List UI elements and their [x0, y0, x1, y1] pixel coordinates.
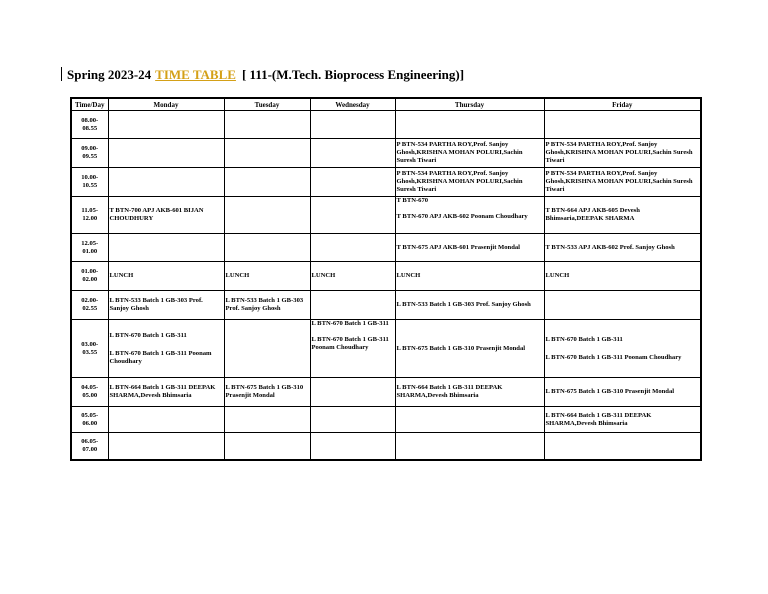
col-monday: Monday	[108, 98, 224, 111]
slot-entry: T BTN-670 APJ AKB-602 Poonam Choudhary	[396, 213, 528, 220]
slot-cell	[544, 433, 701, 460]
term-label: Spring 2023-24	[67, 67, 152, 82]
slot-cell	[310, 320, 395, 378]
table-row	[71, 378, 701, 407]
slot-cell: L BTN-533 Batch 1 GB-303 Prof. Sanjoy Ghosh	[395, 291, 544, 320]
time-label: 11.05- 12.00	[81, 207, 99, 222]
slot-cell	[310, 197, 395, 234]
slot-cell: T BTN-533 APJ AKB-602 Prof. Sanjoy Ghosh	[544, 234, 701, 262]
slot-cell	[224, 168, 310, 197]
time-label: 06.05- 07.00	[81, 437, 99, 453]
slot-cell	[108, 168, 224, 197]
slot-cell	[108, 433, 224, 460]
table-row	[71, 433, 701, 460]
slot-cell	[310, 291, 395, 320]
slot-cell	[224, 433, 310, 460]
time-cell	[71, 262, 108, 291]
slot-cell	[310, 433, 395, 460]
table-row	[71, 139, 701, 168]
slot-cell: T BTN-700 APJ AKB-601 BIJAN CHOUDHURY	[108, 197, 224, 234]
slot-cell: T BTN-675 APJ AKB-601 Prasenjit Mondal	[395, 234, 544, 262]
slot-cell	[310, 139, 395, 168]
slot-cell	[310, 234, 395, 262]
slot-cell: P BTN-534 PARTHA ROY,Prof. Sanjoy Ghosh,KRISHNA MOHAN POLURI,Sachin Suresh Tiwari	[395, 168, 544, 197]
timetable-label: TIME TABLE	[155, 67, 236, 82]
slot-cell	[224, 234, 310, 262]
slot-cell: T BTN-664 APJ AKB-605 Devesh Bhimsaria,DEEPAK SHARMA	[544, 197, 701, 234]
slot-entry: T BTN-670	[396, 197, 429, 204]
timetable-grid	[70, 97, 702, 461]
slot-cell: L BTN-664 Batch 1 GB-311 DEEPAK SHARMA,Devesh Bhimsaria	[544, 407, 701, 433]
header-row	[71, 98, 701, 111]
time-label: 03.00- 03.55	[81, 340, 99, 356]
slot-cell	[395, 197, 544, 234]
time-label: 05.05- 06.00	[81, 411, 99, 427]
col-friday: Friday	[544, 98, 701, 111]
slot-cell	[108, 111, 224, 139]
slot-cell: L BTN-675 Batch 1 GB-310 Prasenjit Mondal	[395, 320, 544, 378]
slot-cell: L BTN-664 Batch 1 GB-311 DEEPAK SHARMA,Devesh Bhimsaria	[108, 378, 224, 407]
slot-cell	[395, 433, 544, 460]
time-cell	[71, 139, 108, 168]
time-cell	[71, 407, 108, 433]
table-row	[71, 168, 701, 197]
time-label: 01.00- 02.00	[81, 268, 99, 283]
slot-cell	[310, 111, 395, 139]
time-cell	[71, 433, 108, 460]
slot-cell: L BTN-533 Batch 1 GB-303 Prof. Sanjoy Ghosh	[108, 291, 224, 320]
slot-cell	[544, 320, 701, 378]
slot-cell: L BTN-675 Batch 1 GB-310 Prasenjit Mondal	[224, 378, 310, 407]
slot-entry: L BTN-670 Batch 1 GB-311 Poonam Choudhary	[311, 336, 389, 351]
slot-entry: L BTN-670 Batch 1 GB-311 Poonam Choudhary	[545, 353, 682, 361]
slot-cell	[224, 139, 310, 168]
slot-cell: P BTN-534 PARTHA ROY,Prof. Sanjoy Ghosh,KRISHNA MOHAN POLURI,Sachin Suresh Tiwari	[544, 139, 701, 168]
time-cell	[71, 234, 108, 262]
time-cell	[71, 291, 108, 320]
slot-cell	[224, 407, 310, 433]
slot-cell	[224, 197, 310, 234]
slot-cell: P BTN-534 PARTHA ROY,Prof. Sanjoy Ghosh,KRISHNA MOHAN POLURI,Sachin Suresh Tiwari	[395, 139, 544, 168]
slot-cell	[310, 168, 395, 197]
time-label: 09.00- 09.55	[81, 145, 99, 160]
spacer	[546, 344, 700, 354]
table-row	[71, 262, 701, 291]
slot-cell	[395, 111, 544, 139]
col-wednesday: Wednesday	[310, 98, 395, 111]
slot-entry: L BTN-670 Batch 1 GB-311	[311, 320, 389, 327]
program-label: [ 111-(M.Tech. Bioprocess Engineering)]	[241, 67, 465, 82]
table-row	[71, 407, 701, 433]
slot-entry: L BTN-670 Batch 1 GB-311	[545, 335, 623, 343]
lunch-cell: LUNCH	[310, 262, 395, 291]
time-label: 12.05- 01.00	[81, 239, 99, 255]
slot-cell: P BTN-534 PARTHA ROY,Prof. Sanjoy Ghosh,KRISHNA MOHAN POLURI,Sachin Suresh Tiwari	[544, 168, 701, 197]
table-row	[71, 234, 701, 262]
slot-entry: L BTN-670 Batch 1 GB-311	[109, 331, 187, 339]
spacer	[397, 205, 543, 213]
slot-cell	[108, 407, 224, 433]
col-time-day: Time/Day	[71, 98, 108, 111]
lunch-cell: LUNCH	[395, 262, 544, 291]
lunch-cell: LUNCH	[108, 262, 224, 291]
slot-cell	[108, 234, 224, 262]
slot-cell	[108, 320, 224, 378]
col-tuesday: Tuesday	[224, 98, 310, 111]
table-row	[71, 320, 701, 378]
time-cell	[71, 197, 108, 234]
time-cell	[71, 111, 108, 139]
slot-cell	[310, 407, 395, 433]
slot-cell: L BTN-664 Batch 1 GB-311 DEEPAK SHARMA,Devesh Bhimsaria	[395, 378, 544, 407]
spacer	[312, 328, 394, 336]
time-label: 02.00- 02.55	[81, 297, 99, 312]
slot-cell	[310, 378, 395, 407]
col-thursday: Thursday	[395, 98, 544, 111]
slot-cell: L BTN-533 Batch 1 GB-303 Prof. Sanjoy Ghosh	[224, 291, 310, 320]
time-label: 04.05- 05.00	[81, 384, 99, 399]
table-row	[71, 291, 701, 320]
slot-cell	[395, 407, 544, 433]
spacer	[110, 340, 223, 350]
slot-cell	[544, 111, 701, 139]
time-cell	[71, 168, 108, 197]
time-label: 08.00- 08.55	[81, 116, 99, 132]
lunch-cell: LUNCH	[224, 262, 310, 291]
table-row	[71, 111, 701, 139]
time-label: 10.00- 10.55	[81, 174, 99, 189]
slot-cell: L BTN-675 Batch 1 GB-310 Prasenjit Mondal	[544, 378, 701, 407]
title-marker	[61, 67, 62, 81]
slot-cell	[544, 291, 701, 320]
time-cell	[71, 320, 108, 378]
table-row	[71, 197, 701, 234]
lunch-cell: LUNCH	[544, 262, 701, 291]
slot-cell	[224, 111, 310, 139]
page-title	[61, 67, 464, 83]
slot-cell	[108, 139, 224, 168]
slot-cell	[224, 320, 310, 378]
slot-entry: L BTN-670 Batch 1 GB-311 Poonam Choudhary	[109, 349, 212, 365]
time-cell	[71, 378, 108, 407]
